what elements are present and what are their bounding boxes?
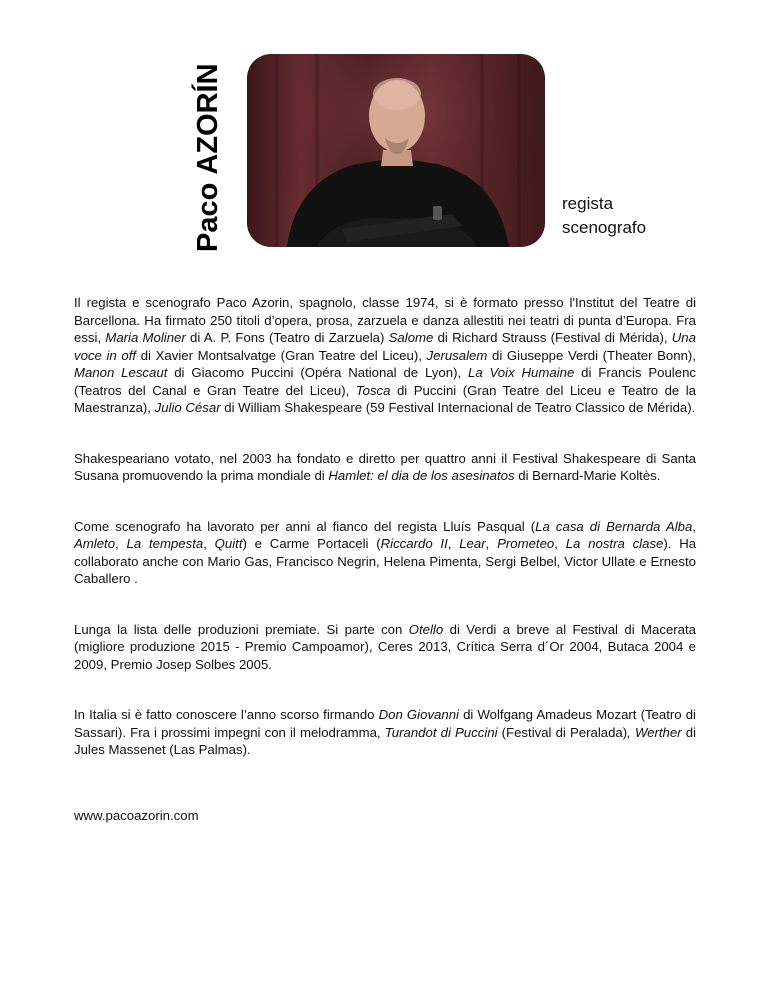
text-run: di Giacomo Puccini (Opéra National de Lyon), (167, 365, 468, 380)
title-italic: Lear (459, 536, 486, 551)
text-run: In Italia si è fatto conoscere l’anno scorso firmando (74, 707, 379, 722)
title-italic: Maria Moliner (105, 330, 186, 345)
portrait-photo (247, 54, 545, 247)
title-italic: Julio César (154, 400, 221, 415)
title-italic: Manon Lescaut (74, 365, 168, 380)
title-italic: Tosca (355, 382, 391, 398)
text-run: di Xavier Montsalvatge (Gran Teatre del Liceu), (136, 347, 427, 363)
text-run: ). Ha collaborato anche con Mario Gas, Francisco Negrin, Helena Pimenta, Sergi Belbel, Victor Ullate e Ernesto Caballero . (74, 536, 697, 586)
artist-last-name: AZORÍN (192, 63, 224, 175)
text-run: di Wolfgang Amadeus Mozart (Teatro di Sassari). Fra i prossimi impegni con il melodramma, (74, 707, 696, 740)
title-italic: Don Giovanni (378, 707, 459, 722)
text-run: , (115, 536, 127, 551)
text-run: , (203, 536, 215, 551)
text-run: ) e Carme Portaceli ( (242, 536, 381, 551)
text-run: , (447, 536, 460, 551)
title-italic: Otello (408, 621, 444, 637)
text-run: Lunga la lista delle produzioni premiate. Si parte con (74, 621, 409, 637)
text-run: , (485, 536, 498, 551)
text-run: (Festival di Peralada) (497, 724, 628, 740)
text-run: , (692, 518, 696, 534)
role-director: regista (562, 194, 614, 213)
biography (74, 294, 696, 792)
title-italic: Prometeo (497, 536, 555, 551)
bio-paragraph (74, 621, 696, 674)
text-run: di Bernard-Marie Koltès. (514, 468, 661, 483)
title-italic: Jerusalem (426, 347, 488, 363)
text-run: di Puccini (Gran Teatre del Liceu e Teatro de la Maestranza), (74, 382, 696, 415)
text-run: di Giuseppe Verdi (Theater Bonn), (487, 347, 696, 363)
text-run: di A. P. Fons (Teatro di Zarzuela) (185, 330, 389, 345)
artist-name-vertical (192, 63, 224, 252)
title-italic: , Werther (627, 724, 682, 740)
title-italic: La tempesta (126, 536, 204, 551)
title-italic: Hamlet: el dia de los asesinatos (328, 468, 515, 483)
title-italic: La casa di Bernarda Alba (535, 518, 693, 534)
text-run: di William Shakespeare (59 Festival Internacional de Teatro Classico de Mérida). (220, 400, 696, 415)
title-italic: Riccardo II (380, 536, 448, 551)
title-italic: Una voce in off (74, 330, 696, 363)
title-italic: Salome (388, 330, 434, 345)
text-run: di Richard Strauss (Festival di Mérida), (433, 330, 672, 345)
website-link[interactable]: www.pacoazorin.com (74, 808, 199, 823)
text-run: Shakespeariano votato, nel 2003 ha fondato e diretto per quattro anni il Festival Shakespeare di Santa Susana promuovendo la prima mondiale di (74, 450, 696, 483)
bio-paragraph (74, 294, 696, 417)
title-italic: Quitt (214, 536, 243, 551)
text-run: , (554, 536, 566, 551)
title-italic: La nostra clase (565, 536, 664, 551)
bio-paragraph (74, 706, 696, 759)
text-run: Come scenografo ha lavorato per anni al fianco del regista Lluís Pasqual ( (74, 518, 536, 534)
text-run: di Verdi a breve al Festival di Macerata (migliore produzione 2015 - Premio Campoamor), Ceres 2013, Crítica Serra d´Or 2004, Butaca 2004 e 2009, Premio Josep Solbes 2005. (74, 621, 697, 672)
bio-paragraph (74, 450, 696, 485)
text-run: di Francis Poulenc (Teatros del Canal e Gran Teatre del Liceu), (74, 365, 696, 398)
role-set-designer: scenografo (562, 218, 647, 237)
portrait-illustration (247, 54, 545, 247)
title-italic: Amleto (74, 536, 116, 551)
text-run: Il regista e scenografo Paco Azorin, spagnolo, classe 1974, si è formato presso l'Institut del Teatre di Barcellona. Ha firmato 250 titoli d’opera, prosa, zarzuela e danza allestiti nei teatri di punta d’Europa. Fra essi, (74, 295, 696, 345)
title-italic: La Voix Humaine (467, 365, 575, 380)
artist-first-name: Paco (192, 182, 224, 252)
title-italic: Turandot di Puccini (384, 724, 498, 740)
text-run: di Jules Massenet (Las Palmas). (74, 724, 697, 757)
roles-block (562, 192, 646, 240)
bio-paragraph (74, 518, 696, 588)
